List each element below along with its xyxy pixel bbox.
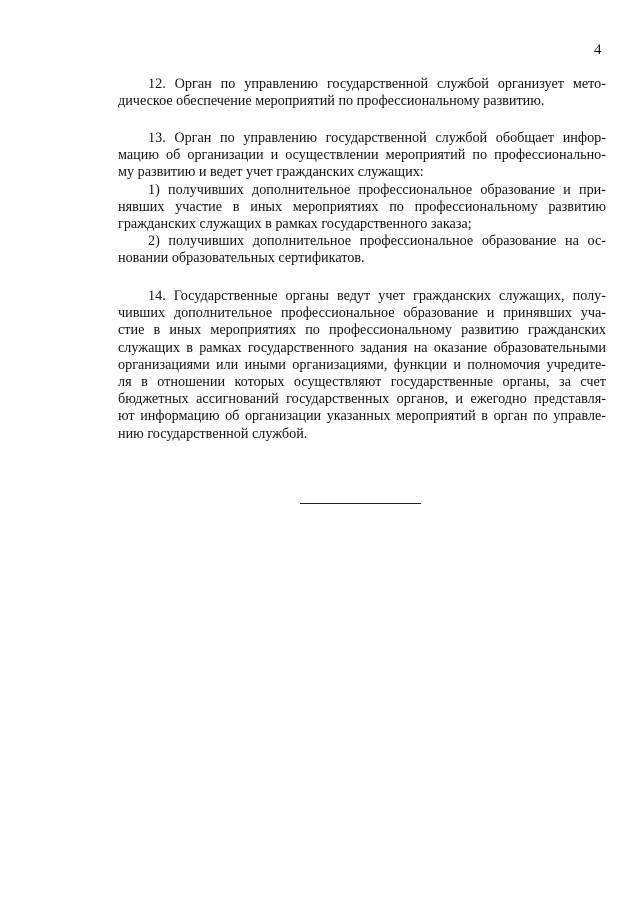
text-line: стие в иных мероприятиях по профессиональному развитию гражданских: [118, 322, 606, 339]
text-line: мацию об организации и осуществлении мероприятий по профессионально-: [118, 147, 606, 164]
text-line: служащих в рамках государственного задания на оказание образовательными: [118, 339, 606, 356]
paragraph-12: [118, 76, 606, 110]
text-line: 13. Орган по управлению государственной службой обобщает инфор-: [148, 130, 606, 146]
text-line: 12. Орган по управлению государственной службой организует мето-: [148, 76, 606, 92]
list-item-1-line: гражданских служащих в рамках государственного заказа;: [118, 215, 472, 232]
list-item-1-line: 1) получивших дополнительное профессиональное образование и при-: [148, 181, 606, 198]
paragraph-13: [118, 130, 606, 268]
list-item-2-line: новании образовательных сертификатов.: [118, 250, 365, 267]
text-line: 14. Государственные органы ведут учет гражданских служащих, полу-: [148, 288, 606, 304]
paragraph-14: [118, 288, 606, 443]
text-line: организациями или иными организациями, функции и полномочия учредите-: [118, 356, 606, 373]
text-line: ля в отношении которых осуществляют государственные органы, за счет: [118, 373, 606, 390]
text-line: бюджетных ассигнований государственных органов, и ежегодно представля-: [118, 391, 606, 408]
text-line: ют информацию об организации указанных мероприятий в орган по управле-: [118, 408, 606, 425]
text-line: нию государственной службой.: [118, 425, 308, 442]
page-number: 4: [594, 42, 602, 58]
text-line: чивших дополнительное профессиональное образование и принявших уча-: [118, 305, 606, 322]
end-divider-line: [300, 503, 421, 504]
text-line: му развитию и ведет учет гражданских служащих:: [118, 164, 424, 181]
text-line: дическое обеспечение мероприятий по профессиональному развитию.: [118, 93, 545, 110]
list-item-1-line: нявших участие в иных мероприятиях по профессиональному развитию: [118, 198, 606, 215]
list-item-2-line: 2) получивших дополнительное профессиональное образование на ос-: [148, 233, 606, 250]
